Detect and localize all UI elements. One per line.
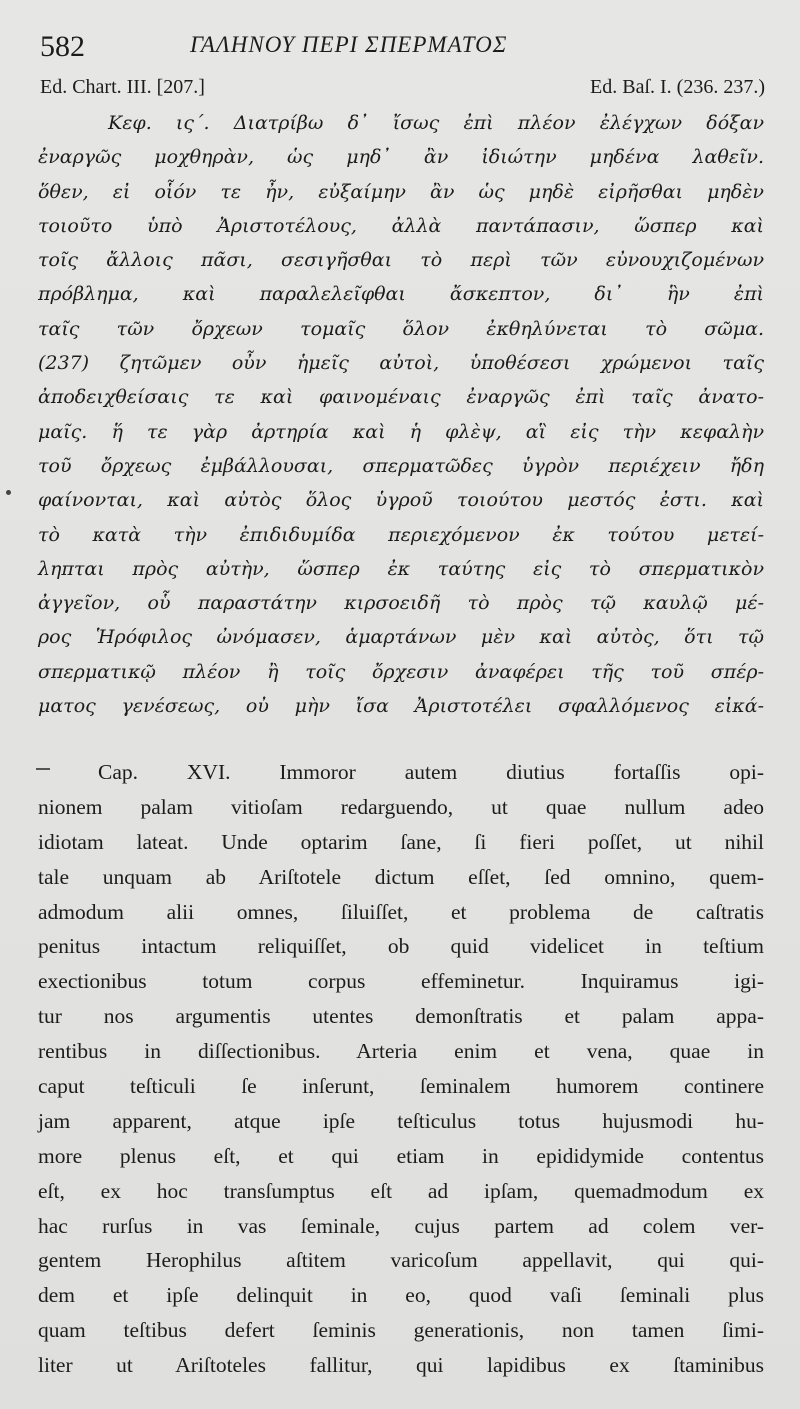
latin-line: gentem Herophilus aſtitem varicoſum appellavit, qui qui- xyxy=(38,1248,764,1273)
latin-line: idiotam lateat. Unde optarim ſane, ſi fieri poſſet, ut nihil xyxy=(38,829,764,854)
latin-line: penitus intactum reliquiſſet, ob quid videlicet in teſtium xyxy=(38,934,764,959)
greek-line: ἐναργῶς μοχθηρὰν, ὡς μηδ᾽ ἂν ἰδιώτην μηδένα λαθεῖν. xyxy=(38,146,764,169)
greek-line: μαῖς. ἥ τε γὰρ ἀρτηρία καὶ ἡ φλὲψ, αἳ εἰς τὴν κεφαλὴν xyxy=(38,420,764,443)
greek-line: ὅθεν, εἰ οἷόν τε ἦν, εὐξαίμην ἂν ὡς μηδὲ εἰρῆσθαι μηδὲν xyxy=(38,180,764,203)
latin-text-block xyxy=(38,755,764,1383)
latin-line: eſt, ex hoc transſumptus eſt ad ipſam, quemadmodum ex xyxy=(38,1178,764,1203)
latin-line: Cap. XVI. Immoror autem diutius fortaſſis opi- xyxy=(98,760,764,784)
greek-line: ρος Ἡρόφιλος ὠνόμασεν, ἁμαρτάνων μὲν καὶ αὐτὸς, ὅτι τῷ xyxy=(38,626,764,649)
greek-line: φαίνονται, καὶ αὐτὸς ὅλος ὑγροῦ τοιούτου μεστός ἐστι. καὶ xyxy=(38,489,764,512)
greek-line: ἀγγεῖον, οὗ παραστάτην κιρσοειδῆ τὸ πρὸς τῷ καυλῷ μέ- xyxy=(38,592,764,615)
greek-text-block xyxy=(38,106,764,723)
latin-line: exectionibus totum corpus effeminetur. Inquiramus igi- xyxy=(38,969,764,994)
edition-reference-basel: Ed. Baſ. I. (236. 237.) xyxy=(590,76,765,98)
edition-reference-chartier: Ed. Chart. III. [207.] xyxy=(40,76,205,98)
greek-line: τοιοῦτο ὑπὸ Ἀριστοτέλους, ἀλλὰ παντάπασιν, ὥσπερ καὶ xyxy=(38,214,764,237)
latin-line: admodum alii omnes, ſiluiſſet, et problema de caſtratis xyxy=(38,899,764,924)
running-title: ΓΑΛΗΝΟΥ ΠΕΡΙ ΣΠΕΡΜΑΤΟΣ xyxy=(190,32,508,57)
latin-line: tale unquam ab Ariſtotele dictum eſſet, ſed omnino, quem- xyxy=(38,864,764,889)
greek-line: (237) ζητῶμεν οὖν ἡμεῖς αὐτοὶ, ὑποθέσεσι χρώμενοι ταῖς xyxy=(38,352,764,375)
margin-mark xyxy=(6,490,11,495)
latin-line: hac rurſus in vas ſeminale, cujus partem ad colem ver- xyxy=(38,1213,764,1238)
page-number: 582 xyxy=(40,30,85,63)
greek-line: σπερματικῷ πλέον ἢ τοῖς ὄρχεσιν ἀναφέρει τῆς τοῦ σπέρ- xyxy=(38,660,764,683)
greek-line: τοῦ ὄρχεως ἐμβάλλουσαι, σπερματῶδες ὑγρὸν περιέχειν ἤδη xyxy=(38,454,764,477)
greek-line: τὸ κατὰ τὴν ἐπιδιδυμίδα περιεχόμενον ἐκ τούτου μετεί- xyxy=(38,523,764,546)
latin-line: caput teſticuli ſe inſerunt, ſeminalem humorem continere xyxy=(38,1074,764,1099)
greek-line: πρόβλημα, καὶ παραλελεῖφθαι ἄσκεπτον, δι᾽ ἣν ἐπὶ xyxy=(38,283,764,306)
greek-line: ματος γενέσεως, οὐ μὴν ἴσα Ἀριστοτέλει σφαλλόμενος εἰκά- xyxy=(38,695,764,718)
latin-line: dem et ipſe delinquit in eo, quod vaſi ſeminali plus xyxy=(38,1283,764,1308)
greek-line: Κεφ. ις΄. Διατρίβω δ᾽ ἴσως ἐπὶ πλέον ἐλέγχων δόξαν xyxy=(108,112,764,134)
greek-line: ἀποδειχθείσαις τε καὶ φαινομέναις ἐναργῶς ἐπὶ ταῖς ἀνατο- xyxy=(38,386,764,409)
greek-line: ταῖς τῶν ὄρχεων τομαῖς ὅλον ἐκθηλύνεται τὸ σῶμα. xyxy=(38,317,764,340)
latin-line: tur nos argumentis utentes demonſtratis et palam appa- xyxy=(38,1004,764,1029)
latin-line: rentibus in diſſectionibus. Arteria enim et vena, quae in xyxy=(38,1039,764,1064)
greek-line: τοῖς ἄλλοις πᾶσι, σεσιγῆσθαι τὸ περὶ τῶν εὐνουχιζομένων xyxy=(38,249,764,272)
latin-line: nionem palam vitioſam redarguendo, ut quae nullum adeo xyxy=(38,794,764,819)
greek-line: ληπται πρὸς αὐτὴν, ὥσπερ ἐκ ταύτης εἰς τὸ σπερματικὸν xyxy=(38,557,764,580)
latin-line: more plenus eſt, et qui etiam in epididymide contentus xyxy=(38,1143,764,1168)
edition-references xyxy=(40,70,765,104)
latin-line: quam teſtibus defert ſeminis generationis, non tamen ſimi- xyxy=(38,1318,764,1343)
latin-line: liter ut Ariſtoteles fallitur, qui lapidibus ex ſtaminibus xyxy=(38,1353,764,1378)
page-header xyxy=(40,26,780,66)
latin-line: jam apparent, atque ipſe teſticulus totus hujusmodi hu- xyxy=(38,1108,764,1133)
